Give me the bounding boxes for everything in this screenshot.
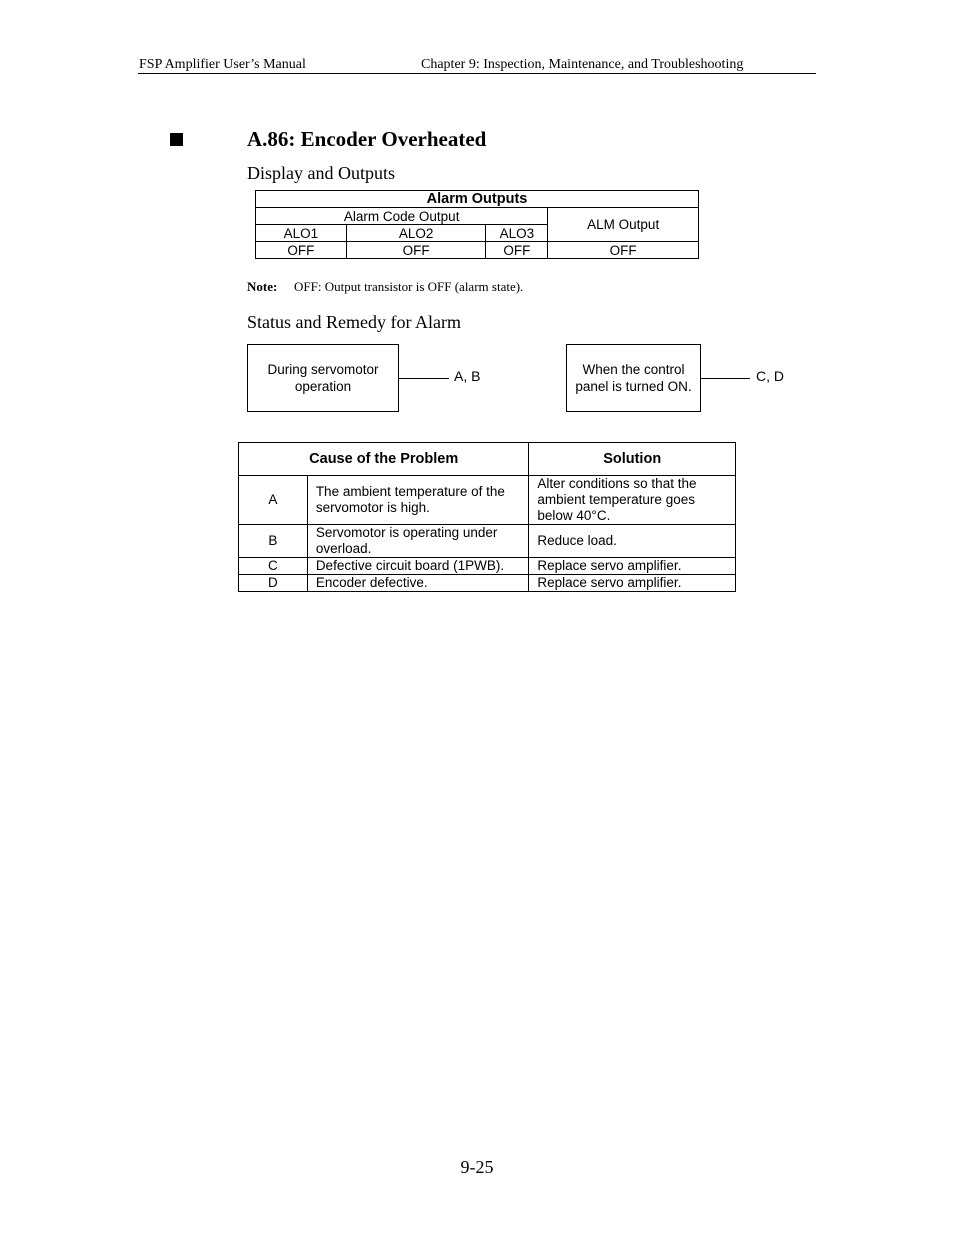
solution-header: Solution: [529, 443, 736, 476]
row-id: B: [239, 525, 308, 558]
row-cause: Encoder defective.: [307, 575, 529, 592]
row-cause: The ambient temperature of the servomotor is high.: [307, 476, 529, 525]
flow-box-1-text: During servomotor operation: [267, 362, 379, 394]
note-label: Note:: [247, 279, 278, 294]
row-id: C: [239, 558, 308, 575]
row-id: A: [239, 476, 308, 525]
alm-output-label: ALM Output: [548, 208, 699, 242]
note: [247, 279, 523, 295]
cause-solution-table: [238, 442, 736, 592]
table-row: [239, 575, 736, 592]
flow-box-2-text: When the control panel is turned ON.: [575, 362, 692, 394]
table-row: [239, 558, 736, 575]
alo2-header: ALO2: [346, 225, 486, 242]
row-solution: Reduce load.: [529, 525, 736, 558]
alo1-value: OFF: [256, 242, 347, 259]
flow-box-servomotor-operation: [247, 344, 399, 412]
square-bullet-icon: [170, 133, 183, 146]
flow-box-control-panel-on: [566, 344, 701, 412]
alm-output-value: OFF: [548, 242, 699, 259]
flow-label-2: C, D: [756, 368, 784, 384]
alo2-value: OFF: [346, 242, 486, 259]
table-row: [239, 525, 736, 558]
status-remedy-heading: Status and Remedy for Alarm: [247, 312, 461, 332]
row-solution: Alter conditions so that the ambient temperature goes below 40°C.: [529, 476, 736, 525]
row-cause: Servomotor is operating under overload.: [307, 525, 529, 558]
alarm-outputs-title: Alarm Outputs: [256, 191, 699, 208]
header-rule: [138, 73, 816, 74]
flow-connector-2: [701, 378, 750, 379]
page-number: 9-25: [460, 1157, 494, 1177]
cause-header: Cause of the Problem: [239, 443, 529, 476]
row-solution: Replace servo amplifier.: [529, 558, 736, 575]
header-manual-title: FSP Amplifier User’s Manual: [139, 57, 306, 72]
header-chapter-title: Chapter 9: Inspection, Maintenance, and Troubleshooting: [421, 57, 744, 72]
alo3-value: OFF: [486, 242, 548, 259]
flow-connector-1: [399, 378, 449, 379]
alarm-code-output-label: Alarm Code Output: [256, 208, 548, 225]
row-cause: Defective circuit board (1PWB).: [307, 558, 529, 575]
alo3-header: ALO3: [486, 225, 548, 242]
section-title: A.86: Encoder Overheated: [247, 127, 487, 151]
table-row: [239, 476, 736, 525]
row-solution: Replace servo amplifier.: [529, 575, 736, 592]
note-text: OFF: Output transistor is OFF (alarm state).: [294, 279, 524, 294]
flow-label-1: A, B: [454, 368, 481, 384]
display-outputs-heading: Display and Outputs: [247, 163, 395, 183]
row-id: D: [239, 575, 308, 592]
alo1-header: ALO1: [256, 225, 347, 242]
alarm-outputs-table: [255, 190, 699, 259]
